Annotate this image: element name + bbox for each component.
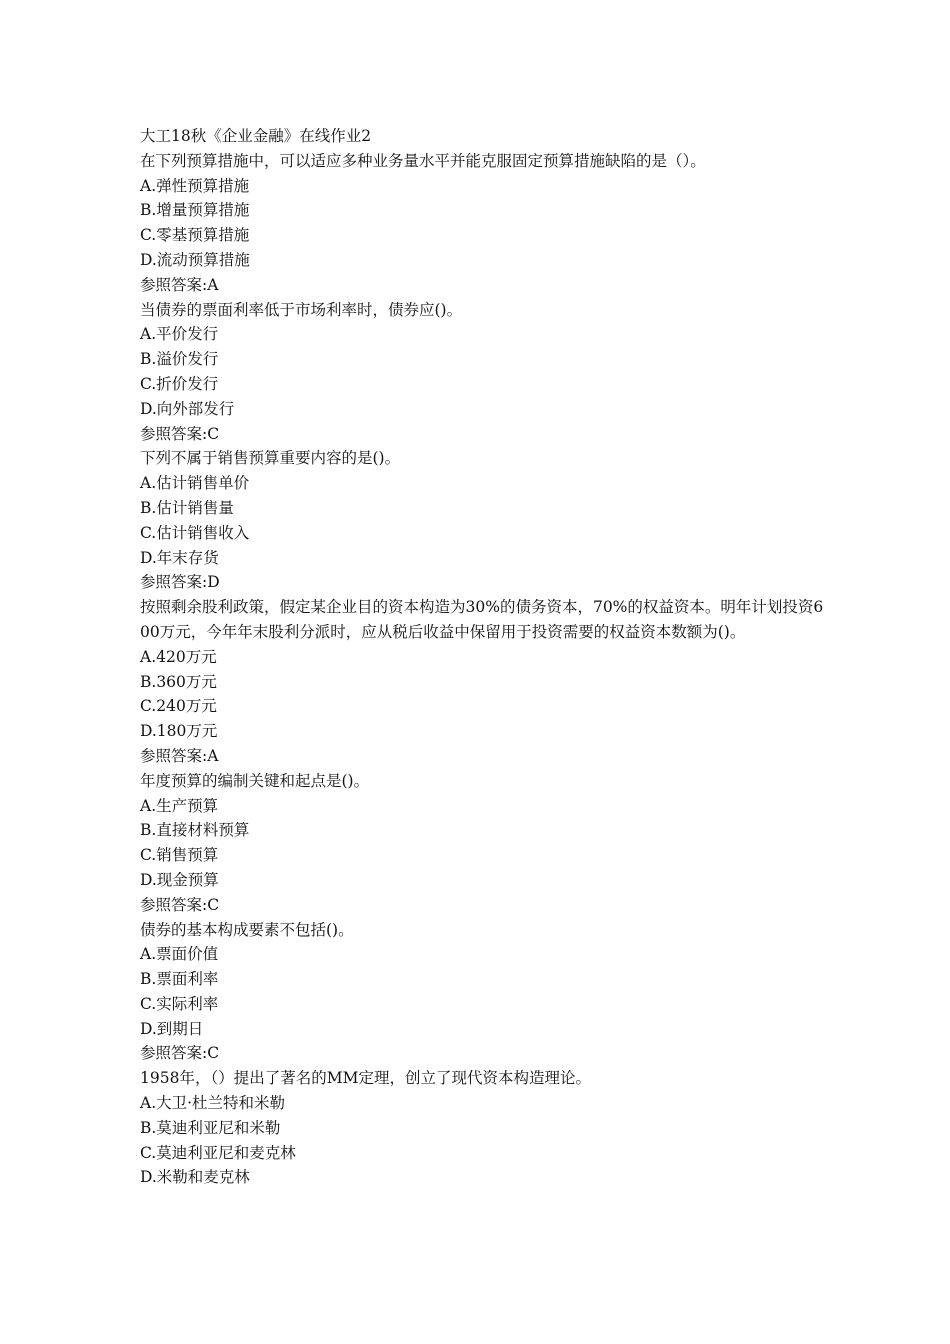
option-d: D.年末存货 [140,548,219,567]
option-c: C.莫迪利亚尼和麦克林 [140,1143,296,1162]
reference-answer: 参照答案:A [140,746,219,765]
question-5 [140,769,830,918]
question-stem: 债券的基本构成要素不包括()。 [140,920,354,939]
document-page [140,124,830,1190]
question-stem: 当债券的票面利率低于市场利率时，债券应()。 [140,300,463,319]
option-d: D.180万元 [140,722,218,741]
question-3 [140,446,830,595]
option-a: A.平价发行 [140,325,219,344]
question-2 [140,298,830,447]
option-a: A.弹性预算措施 [140,176,250,195]
reference-answer: 参照答案:A [140,275,219,294]
option-c: C.零基预算措施 [140,226,250,245]
question-stem: 年度预算的编制关键和起点是()。 [140,771,370,790]
question-stem: 按照剩余股利政策，假定某企业目的资本构造为30%的债务资本，70%的权益资本。明年计划投资600万元，今年年末股利分派时，应从税后收益中保留用于投资需要的权益资本数额为()。 [140,598,824,641]
reference-answer: 参照答案:D [140,573,220,592]
question-stem: 1958年，（）提出了著名的MM定理，创立了现代资本构造理论。 [140,1069,591,1088]
option-a: A.420万元 [140,647,217,666]
option-b: B.估计销售量 [140,498,234,517]
option-d: D.到期日 [140,1019,204,1038]
document-title: 大工18秋《企业金融》在线作业2 [140,127,372,145]
option-b: B.莫迪利亚尼和米勒 [140,1118,281,1137]
option-c: C.折价发行 [140,374,219,393]
option-a: A.大卫·杜兰特和米勒 [140,1094,286,1113]
question-stem: 下列不属于销售预算重要内容的是()。 [140,449,401,468]
option-b: B.直接材料预算 [140,821,250,840]
reference-answer: 参照答案:C [140,424,220,443]
option-c: C.实际利率 [140,994,219,1013]
option-c: C.240万元 [140,697,217,716]
option-d: D.米勒和麦克林 [140,1168,250,1187]
question-7 [140,1066,830,1190]
question-4 [140,595,830,769]
option-d: D.现金预算 [140,870,219,889]
question-6 [140,918,830,1067]
question-stem: 在下列预算措施中，可以适应多种业务量水平并能克服固定预算措施缺陷的是（）。 [140,151,706,170]
reference-answer: 参照答案:C [140,895,220,914]
question-1 [140,149,830,298]
option-a: A.生产预算 [140,796,219,815]
option-b: B.增量预算措施 [140,201,250,220]
reference-answer: 参照答案:C [140,1044,220,1063]
option-d: D.向外部发行 [140,399,235,418]
option-d: D.流动预算措施 [140,250,250,269]
option-a: A.估计销售单价 [140,474,250,493]
option-a: A.票面价值 [140,945,219,964]
option-c: C.估计销售收入 [140,523,250,542]
option-b: B.票面利率 [140,970,219,989]
option-c: C.销售预算 [140,846,219,865]
option-b: B.360万元 [140,672,217,691]
option-b: B.溢价发行 [140,350,219,369]
